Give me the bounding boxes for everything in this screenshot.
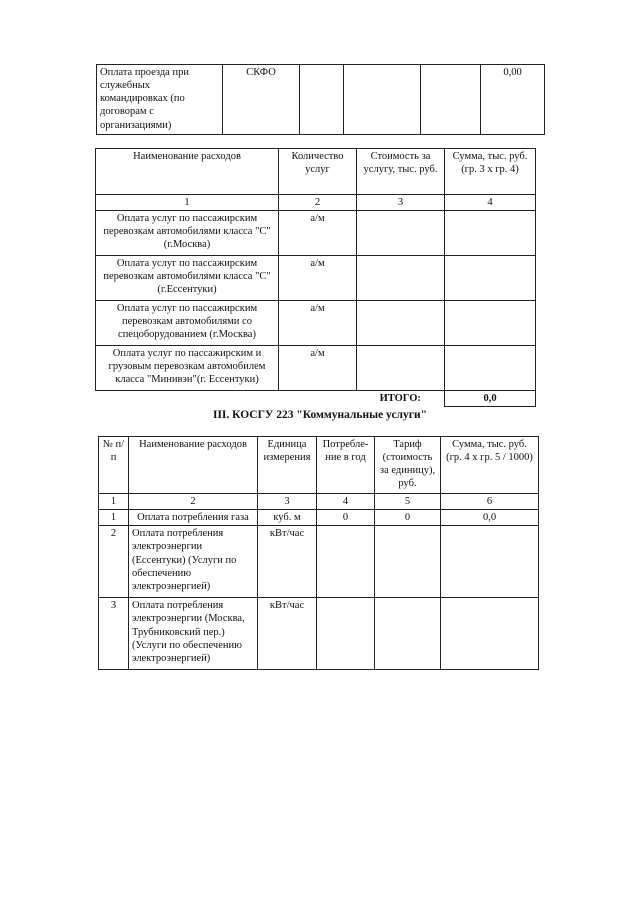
col-header: Сумма, тыс. руб. (гр. 4 х гр. 5 / 1000) (441, 437, 539, 494)
empty-cell (357, 301, 445, 346)
expense-name: Оплата услуг по пассажирским перевозкам автомобилями класса "С" (г.Москва) (96, 211, 279, 256)
expense-name: Оплата потребления газа (129, 510, 258, 526)
col-header: Стоимость за услугу, тыс. руб. (357, 149, 445, 195)
col-number: 3 (357, 195, 445, 211)
empty-cell (344, 65, 421, 135)
transport-services-table (95, 148, 536, 407)
col-number: 2 (279, 195, 357, 211)
total-row (96, 391, 536, 407)
unit-cell: а/м (279, 211, 357, 256)
col-header: Количество услуг (279, 149, 357, 195)
unit-cell: а/м (279, 301, 357, 346)
expense-name: Оплата проезда при служебных командировках (по договорам с организациями) (97, 65, 223, 135)
tariff-cell (375, 526, 441, 598)
expense-name: Оплата услуг по пассажирским и грузовым перевозкам автомобилем класса "Минивэн"(г. Ессентуки) (96, 346, 279, 391)
travel-table (96, 64, 545, 135)
table-row (96, 256, 536, 301)
consumption-cell (317, 598, 375, 670)
table-row (96, 346, 536, 391)
tariff-cell: 0 (375, 510, 441, 526)
col-number: 4 (317, 494, 375, 510)
empty-cell (357, 346, 445, 391)
empty-cell (300, 65, 344, 135)
expense-name: Оплата потребления электроэнергии (Москва, Трубниковский пер.) (Услуги по обеспечению электроэнергией) (129, 598, 258, 670)
empty-cell (445, 256, 536, 301)
unit-cell: а/м (279, 346, 357, 391)
header-row (99, 437, 539, 494)
sum-cell: 0,00 (481, 65, 545, 135)
table-row (96, 301, 536, 346)
utilities-table (98, 436, 539, 670)
consumption-cell (317, 526, 375, 598)
col-number: 5 (375, 494, 441, 510)
table-row (99, 598, 539, 670)
col-header: Тариф (стоимость за единицу), руб. (375, 437, 441, 494)
unit-cell: куб. м (258, 510, 317, 526)
expense-name: Оплата услуг по пассажирским перевозкам автомобилями со спецоборудованием (г.Москва) (96, 301, 279, 346)
row-number: 3 (99, 598, 129, 670)
col-header: № п/п (99, 437, 129, 494)
col-header: Единица измерения (258, 437, 317, 494)
empty-cell (357, 211, 445, 256)
empty-cell (445, 346, 536, 391)
table-row (99, 510, 539, 526)
col-header: Наименование расходов (96, 149, 279, 195)
table-row (96, 211, 536, 256)
empty-cell (421, 65, 481, 135)
unit-cell: кВт/час (258, 598, 317, 670)
col-header: Наименование расходов (129, 437, 258, 494)
empty-cell (357, 256, 445, 301)
col-number: 2 (129, 494, 258, 510)
col-number: 6 (441, 494, 539, 510)
col-number: 1 (96, 195, 279, 211)
row-number: 1 (99, 510, 129, 526)
expense-name: Оплата потребления электроэнергии (Ессентуки) (Услуги по обеспечению электроэнергией) (129, 526, 258, 598)
total-label: ИТОГО: (357, 391, 445, 407)
total-value: 0,0 (445, 391, 536, 407)
row-number: 2 (99, 526, 129, 598)
col-number: 3 (258, 494, 317, 510)
tariff-cell (375, 598, 441, 670)
col-number-row (96, 195, 536, 211)
empty-cell (445, 211, 536, 256)
col-number-row (99, 494, 539, 510)
col-header: Сумма, тыс. руб. (гр. 3 х гр. 4) (445, 149, 536, 195)
sum-cell (441, 526, 539, 598)
org-cell: СКФО (223, 65, 300, 135)
header-row (96, 149, 536, 195)
sum-cell (441, 598, 539, 670)
table-row (99, 526, 539, 598)
sum-cell: 0,0 (441, 510, 539, 526)
unit-cell: кВт/час (258, 526, 317, 598)
unit-cell: а/м (279, 256, 357, 301)
col-number: 1 (99, 494, 129, 510)
col-header: Потребле-ние в год (317, 437, 375, 494)
empty-cell (445, 301, 536, 346)
col-number: 4 (445, 195, 536, 211)
consumption-cell: 0 (317, 510, 375, 526)
section-heading: III. КОСГУ 223 "Коммунальные услуги" (212, 409, 427, 421)
expense-name: Оплата услуг по пассажирским перевозкам автомобилями класса "С" (г.Ессентуки) (96, 256, 279, 301)
table-row (97, 65, 545, 135)
